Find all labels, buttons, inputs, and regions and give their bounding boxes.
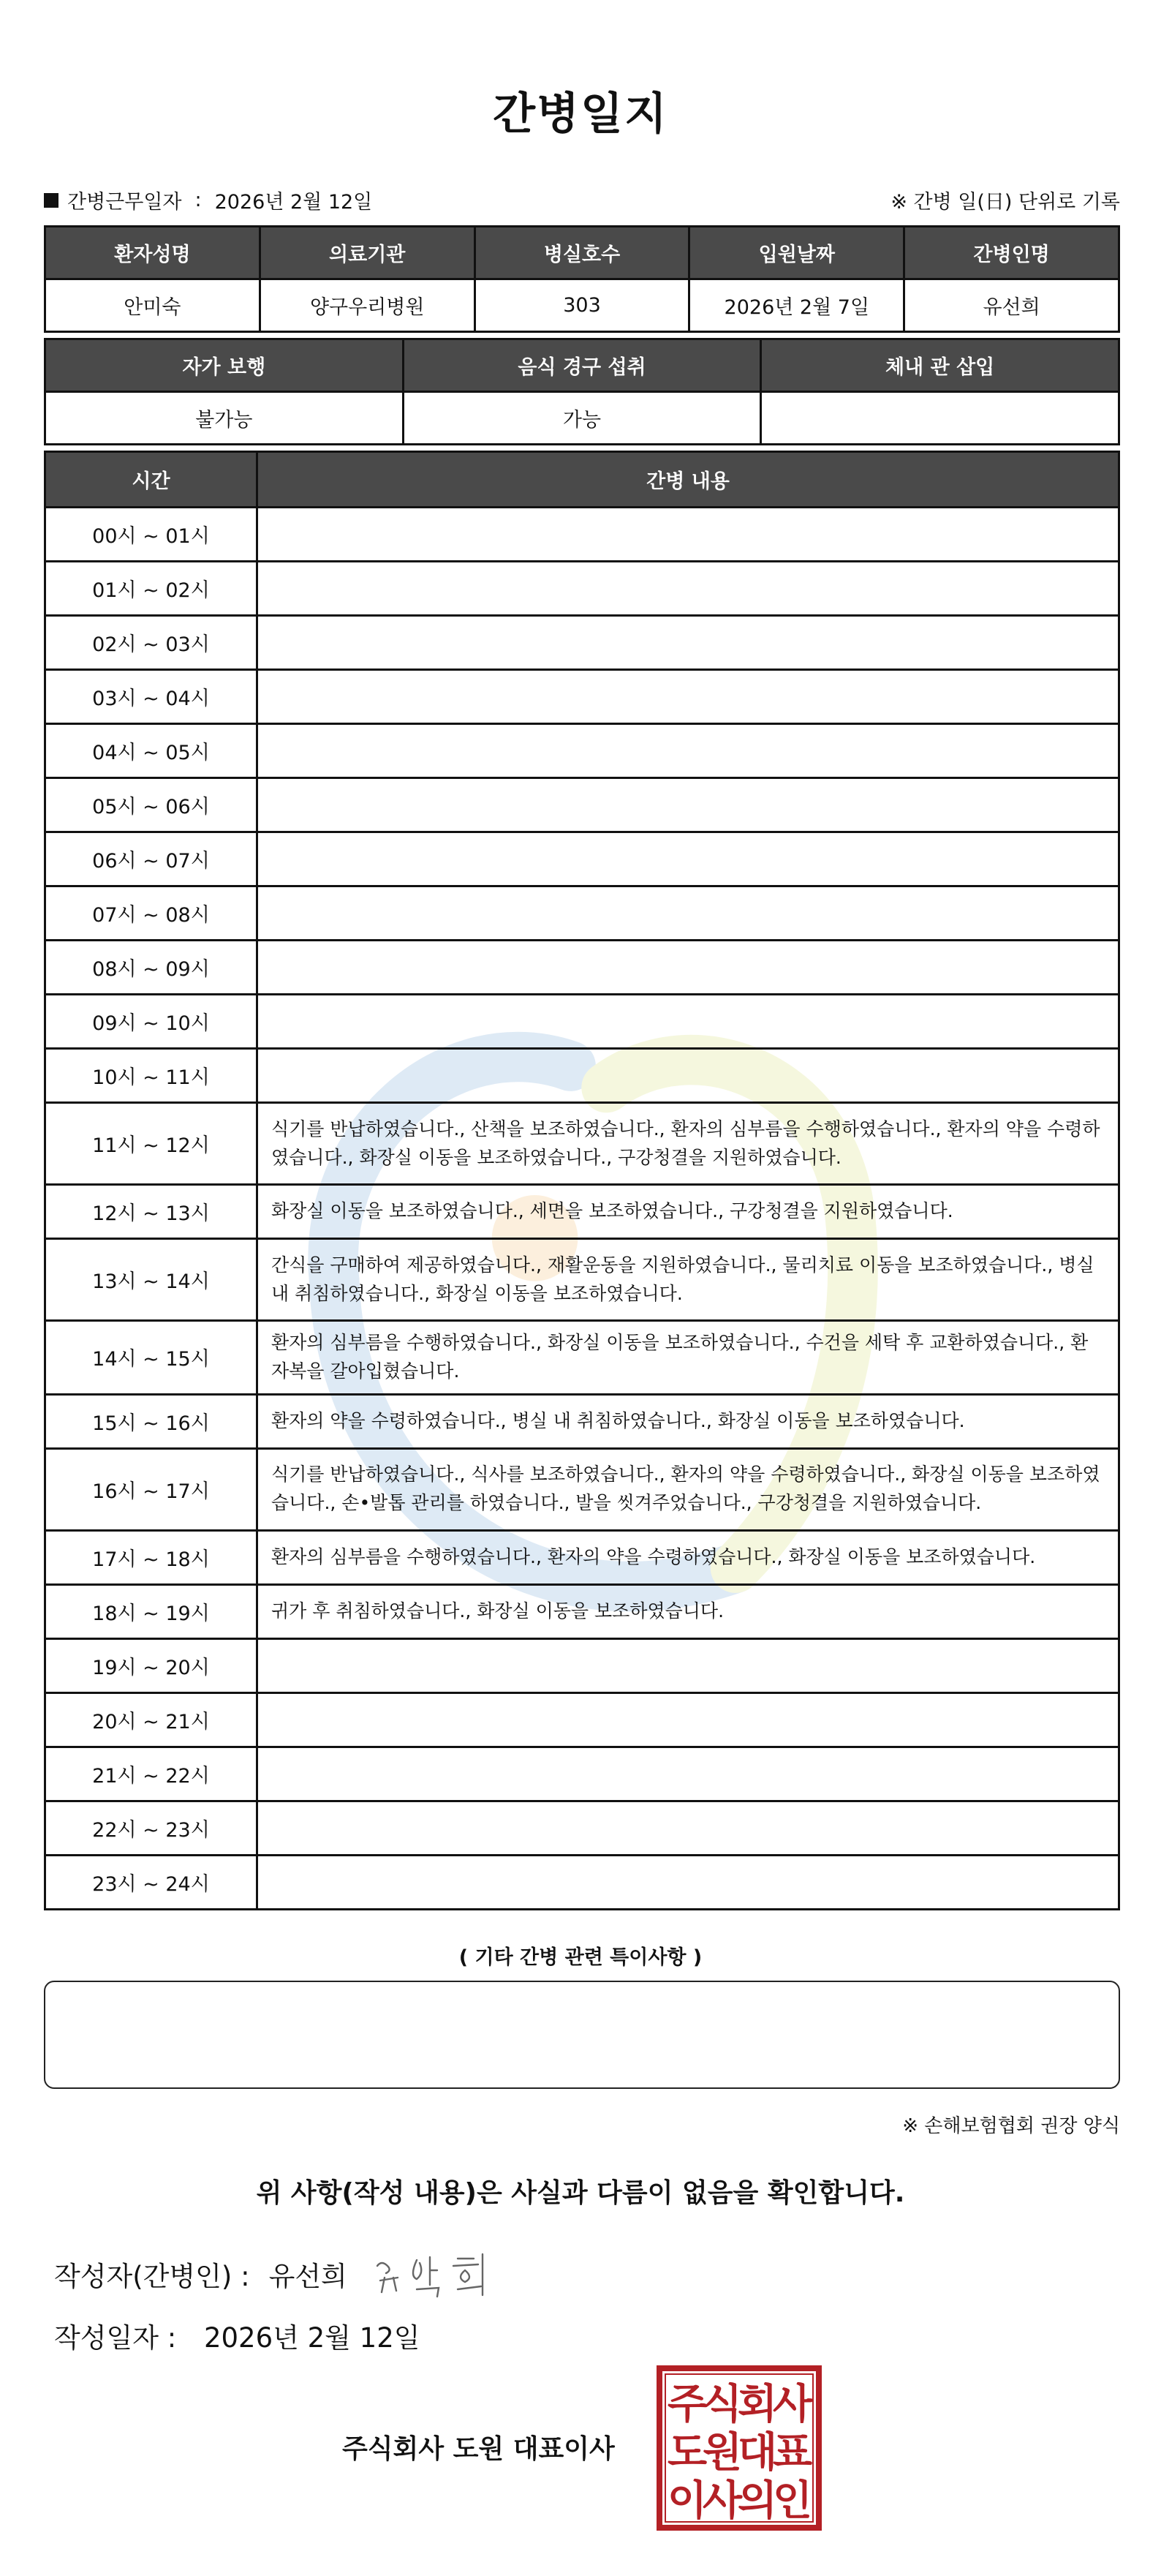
log-row	[45, 670, 1119, 724]
patient-name: 안미숙	[45, 279, 260, 332]
log-row	[45, 886, 1119, 941]
header-oral-intake: 음식 경구 섭취	[403, 339, 761, 392]
recommend-note: ※ 손해보험협회 권장 양식	[902, 2115, 1120, 2137]
log-row	[45, 995, 1119, 1049]
svg-text:회: 회	[737, 2381, 778, 2428]
log-time: 21시 ~ 22시	[45, 1747, 257, 1801]
header-hospital: 의료기관	[260, 227, 474, 279]
log-content	[257, 1692, 1119, 1747]
log-content	[257, 1747, 1119, 1801]
log-time: 14시 ~ 15시	[45, 1321, 257, 1395]
log-time: 06시 ~ 07시	[45, 832, 257, 886]
log-content: 귀가 후 취침하였습니다., 화장실 이동을 보조하였습니다.	[257, 1584, 1119, 1638]
svg-text:도: 도	[667, 2429, 708, 2477]
room-number: 303	[474, 279, 689, 332]
value-row	[45, 279, 1119, 332]
admission-date: 2026년 2월 7일	[689, 279, 904, 332]
log-time: 11시 ~ 12시	[45, 1103, 257, 1185]
log-content	[257, 941, 1119, 995]
log-row	[45, 1103, 1119, 1185]
log-time: 02시 ~ 03시	[45, 616, 257, 670]
log-row	[45, 1584, 1119, 1638]
log-content	[257, 616, 1119, 670]
header-admission-date: 입원날짜	[689, 227, 904, 279]
page-title: 간병일지	[493, 88, 668, 140]
company-seal	[657, 2365, 822, 2531]
writer-label: 작성자(간병인) :	[54, 2261, 250, 2292]
log-time: 08시 ~ 09시	[45, 941, 257, 995]
log-time: 01시 ~ 02시	[45, 562, 257, 616]
log-row	[45, 1321, 1119, 1395]
log-content: 환자의 약을 수령하였습니다., 병실 내 취침하였습니다., 화장실 이동을 보조하였습니다.	[257, 1394, 1119, 1448]
patient-status-table	[44, 338, 1120, 445]
work-date-value: 2026년 2월 12일	[214, 191, 373, 214]
log-content: 식기를 반납하였습니다., 산책을 보조하였습니다., 환자의 심부름을 수행하였습니다., 환자의 약을 수령하였습니다., 화장실 이동을 보조하였습니다., 구강청결을 지원하였습니다.	[257, 1103, 1119, 1185]
log-time: 18시 ~ 19시	[45, 1584, 257, 1638]
work-date-label: 간병근무일자	[67, 191, 182, 214]
log-row	[45, 1239, 1119, 1321]
svg-text:대: 대	[737, 2429, 778, 2477]
log-time: 17시 ~ 18시	[45, 1530, 257, 1584]
log-content	[257, 1855, 1119, 1909]
log-content	[257, 724, 1119, 778]
log-row	[45, 1049, 1119, 1103]
log-row	[45, 1801, 1119, 1855]
company-representative: 주식회사 도원 대표이사	[342, 2434, 615, 2464]
log-content	[257, 1801, 1119, 1855]
handwritten-signature	[371, 2244, 503, 2302]
log-content	[257, 670, 1119, 724]
svg-text:표: 표	[772, 2429, 813, 2477]
log-row	[45, 1185, 1119, 1239]
writer-name: 유선희	[268, 2261, 347, 2292]
svg-text:사: 사	[772, 2381, 813, 2428]
log-time: 00시 ~ 01시	[45, 508, 257, 562]
log-time: 12시 ~ 13시	[45, 1185, 257, 1239]
header-tube: 체내 관 삽입	[761, 339, 1119, 392]
square-bullet-icon	[44, 193, 58, 208]
log-row	[45, 724, 1119, 778]
caregiver-name: 유선희	[904, 279, 1119, 332]
svg-text:이: 이	[667, 2477, 708, 2525]
log-time: 15시 ~ 16시	[45, 1394, 257, 1448]
hospital: 양구우리병원	[260, 279, 474, 332]
log-content	[257, 1049, 1119, 1103]
svg-text:사: 사	[702, 2477, 743, 2525]
header-time: 시간	[45, 452, 257, 508]
log-row	[45, 1394, 1119, 1448]
header-room: 병실호수	[474, 227, 689, 279]
header-row	[45, 452, 1119, 508]
log-content	[257, 562, 1119, 616]
log-content	[257, 1638, 1119, 1692]
header-row	[45, 227, 1119, 279]
log-time: 05시 ~ 06시	[45, 778, 257, 832]
header-patient-name: 환자성명	[45, 227, 260, 279]
log-row	[45, 1855, 1119, 1909]
header-caregiver: 간병인명	[904, 227, 1119, 279]
written-date	[54, 2316, 420, 2355]
tube-status	[761, 392, 1119, 445]
log-row	[45, 778, 1119, 832]
header-row	[45, 339, 1119, 392]
header-walking: 자가 보행	[45, 339, 404, 392]
log-row	[45, 562, 1119, 616]
written-date-label: 작성일자 :	[54, 2322, 177, 2354]
log-content	[257, 832, 1119, 886]
log-time: 07시 ~ 08시	[45, 886, 257, 941]
meta-row	[44, 186, 1120, 215]
log-row	[45, 1747, 1119, 1801]
svg-text:인: 인	[772, 2477, 813, 2525]
log-content	[257, 995, 1119, 1049]
log-row	[45, 616, 1119, 670]
header-content: 간병 내용	[257, 452, 1119, 508]
log-content: 식기를 반납하였습니다., 식사를 보조하였습니다., 환자의 약을 수령하였습니다., 화장실 이동을 보조하였습니다., 손•발톱 관리를 하였습니다., 발을 씻겨주었습니다., 구강청결을 지원하였습니다.	[257, 1448, 1119, 1530]
log-time: 20시 ~ 21시	[45, 1692, 257, 1747]
log-row	[45, 832, 1119, 886]
notes-title: ( 기타 간병 관련 특이사항 )	[458, 1946, 703, 1969]
record-unit-note: ※ 간병 일(日) 단위로 기록	[890, 191, 1120, 214]
notes-box	[44, 1981, 1120, 2089]
care-log-table	[44, 451, 1120, 1910]
log-time: 04시 ~ 05시	[45, 724, 257, 778]
log-row	[45, 1692, 1119, 1747]
log-row	[45, 508, 1119, 562]
svg-text:원: 원	[702, 2429, 743, 2477]
log-time: 22시 ~ 23시	[45, 1801, 257, 1855]
svg-text:식: 식	[702, 2381, 743, 2428]
written-date-value: 2026년 2월 12일	[203, 2322, 420, 2354]
svg-text:의: 의	[737, 2477, 778, 2525]
log-time: 10시 ~ 11시	[45, 1049, 257, 1103]
patient-info-table	[44, 225, 1120, 333]
log-time: 16시 ~ 17시	[45, 1448, 257, 1530]
value-row	[45, 392, 1119, 445]
log-row	[45, 1448, 1119, 1530]
work-date	[44, 186, 372, 214]
log-row	[45, 941, 1119, 995]
log-content: 환자의 심부름을 수행하였습니다., 환자의 약을 수령하였습니다., 화장실 이동을 보조하였습니다.	[257, 1530, 1119, 1584]
walking-status: 불가능	[45, 392, 404, 445]
log-content	[257, 886, 1119, 941]
confirm-statement: 위 사항(작성 내용)은 사실과 다름이 없음을 확인합니다.	[256, 2178, 905, 2208]
log-content	[257, 778, 1119, 832]
svg-text:주: 주	[667, 2381, 708, 2428]
log-time: 09시 ~ 10시	[45, 995, 257, 1049]
log-content: 화장실 이동을 보조하였습니다., 세면을 보조하였습니다., 구강청결을 지원하였습니다.	[257, 1185, 1119, 1239]
oral-intake-status: 가능	[403, 392, 761, 445]
separator: :	[194, 189, 202, 211]
log-row	[45, 1638, 1119, 1692]
log-row	[45, 1530, 1119, 1584]
log-time: 23시 ~ 24시	[45, 1855, 257, 1909]
log-content: 간식을 구매하여 제공하였습니다., 재활운동을 지원하였습니다., 물리치료 이동을 보조하였습니다., 병실 내 취침하였습니다., 화장실 이동을 보조하였습니다.	[257, 1239, 1119, 1321]
log-time: 13시 ~ 14시	[45, 1239, 257, 1321]
writer	[54, 2254, 347, 2294]
log-time: 03시 ~ 04시	[45, 670, 257, 724]
log-content	[257, 508, 1119, 562]
log-content: 환자의 심부름을 수행하였습니다., 화장실 이동을 보조하였습니다., 수건을 세탁 후 교환하였습니다., 환자복을 갈아입혔습니다.	[257, 1321, 1119, 1395]
log-time: 19시 ~ 20시	[45, 1638, 257, 1692]
